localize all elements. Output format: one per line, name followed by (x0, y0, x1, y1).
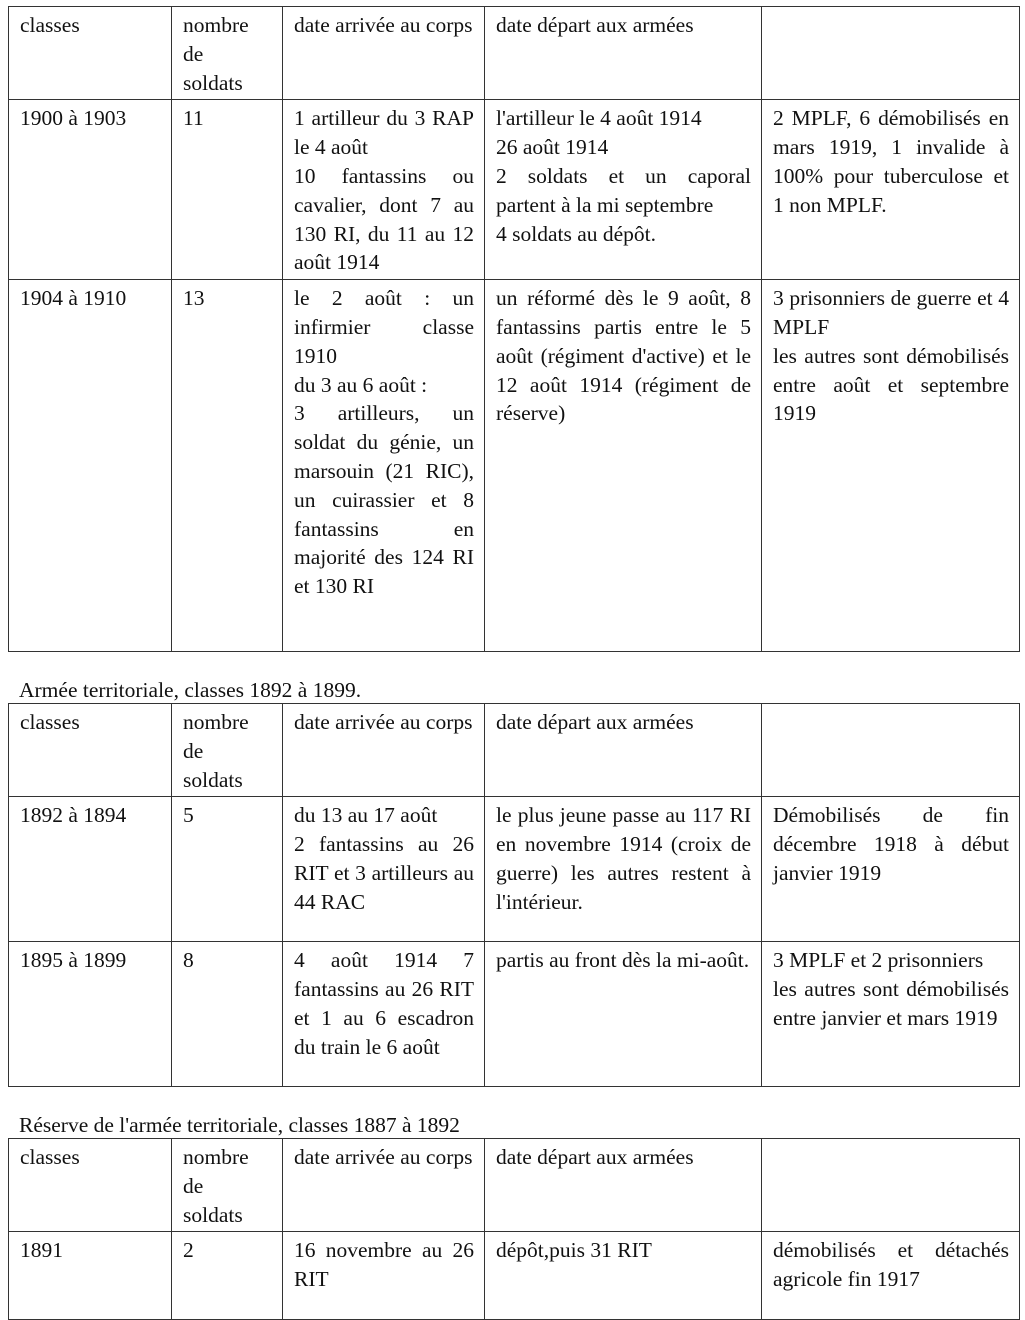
cell-nombre: 8 (172, 942, 283, 1087)
caption-territorial-reserve: Réserve de l'armée territoriale, classes 1887 à 1892 (19, 1113, 460, 1137)
cell-depart: un réformé dès le 9 août, 8 fantassins partis entre le 5 août (régiment d'active) et le 12 août 1914 (régiment de réserve) (485, 280, 762, 652)
header-row (9, 704, 1020, 797)
header-nombre: nombre de soldats (172, 1139, 283, 1232)
table-row (9, 797, 1020, 942)
cell-extra: 2 MPLF, 6 démobilisés en mars 1919, 1 invalide à 100% pour tuberculose et 1 non MPLF. (762, 100, 1020, 280)
cell-classes: 1891 (9, 1232, 172, 1320)
header-arrivee: date arrivée au corps (283, 1139, 485, 1232)
header-depart: date départ aux armées (485, 7, 762, 100)
cell-arrivee: le 2 août : un infirmier classe 1910 du 3 au 6 août : 3 artilleurs, un soldat du génie, un marsouin (21 RIC), un cuirassier et 8 fantassins en majorité des 124 RI et 130 RI (283, 280, 485, 652)
table-row (9, 100, 1020, 280)
header-depart: date départ aux armées (485, 704, 762, 797)
cell-arrivee: 1 artilleur du 3 RAP le 4 août 10 fantassins ou cavalier, dont 7 au 130 RI, du 11 au 12 août 1914 (283, 100, 485, 280)
table-row (9, 942, 1020, 1087)
header-extra (762, 1139, 1020, 1232)
table-territorial-reserve (8, 1138, 1020, 1320)
cell-arrivee: du 13 au 17 août 2 fantassins au 26 RIT et 3 artilleurs au 44 RAC (283, 797, 485, 942)
header-arrivee: date arrivée au corps (283, 7, 485, 100)
cell-classes: 1900 à 1903 (9, 100, 172, 280)
cell-nombre: 13 (172, 280, 283, 652)
cell-depart: partis au front dès la mi-août. (485, 942, 762, 1087)
cell-depart: l'artilleur le 4 août 1914 26 août 1914 2 soldats et un caporal partent à la mi septembre 4 soldats au dépôt. (485, 100, 762, 280)
cell-classes: 1892 à 1894 (9, 797, 172, 942)
header-extra (762, 7, 1020, 100)
cell-nombre: 2 (172, 1232, 283, 1320)
cell-extra: démobilisés et détachés agricole fin 1917 (762, 1232, 1020, 1320)
header-depart: date départ aux armées (485, 1139, 762, 1232)
header-nombre: nombre de soldats (172, 7, 283, 100)
table-territorial-army (8, 703, 1020, 1087)
header-extra (762, 704, 1020, 797)
header-classes: classes (9, 7, 172, 100)
cell-arrivee: 4 août 1914 7 fantassins au 26 RIT et 1 au 6 escadron du train le 6 août (283, 942, 485, 1087)
table-row (9, 1232, 1020, 1320)
cell-arrivee: 16 novembre au 26 RIT (283, 1232, 485, 1320)
caption-territorial-army: Armée territoriale, classes 1892 à 1899. (19, 678, 362, 702)
header-row (9, 1139, 1020, 1232)
table-row (9, 280, 1020, 652)
cell-nombre: 11 (172, 100, 283, 280)
cell-depart: dépôt,puis 31 RIT (485, 1232, 762, 1320)
header-arrivee: date arrivée au corps (283, 704, 485, 797)
cell-classes: 1895 à 1899 (9, 942, 172, 1087)
table-active-army (8, 6, 1020, 652)
cell-nombre: 5 (172, 797, 283, 942)
header-row (9, 7, 1020, 100)
header-classes: classes (9, 1139, 172, 1232)
cell-extra: 3 prisonniers de guerre et 4 MPLF les autres sont démobilisés entre août et septembre 1919 (762, 280, 1020, 652)
cell-classes: 1904 à 1910 (9, 280, 172, 652)
header-nombre: nombre de soldats (172, 704, 283, 797)
cell-depart: le plus jeune passe au 117 RI en novembre 1914 (croix de guerre) les autres restent à l'intérieur. (485, 797, 762, 942)
header-classes: classes (9, 704, 172, 797)
cell-extra: 3 MPLF et 2 prisonniers les autres sont démobilisés entre janvier et mars 1919 (762, 942, 1020, 1087)
cell-extra: Démobilisés de fin décembre 1918 à début janvier 1919 (762, 797, 1020, 942)
